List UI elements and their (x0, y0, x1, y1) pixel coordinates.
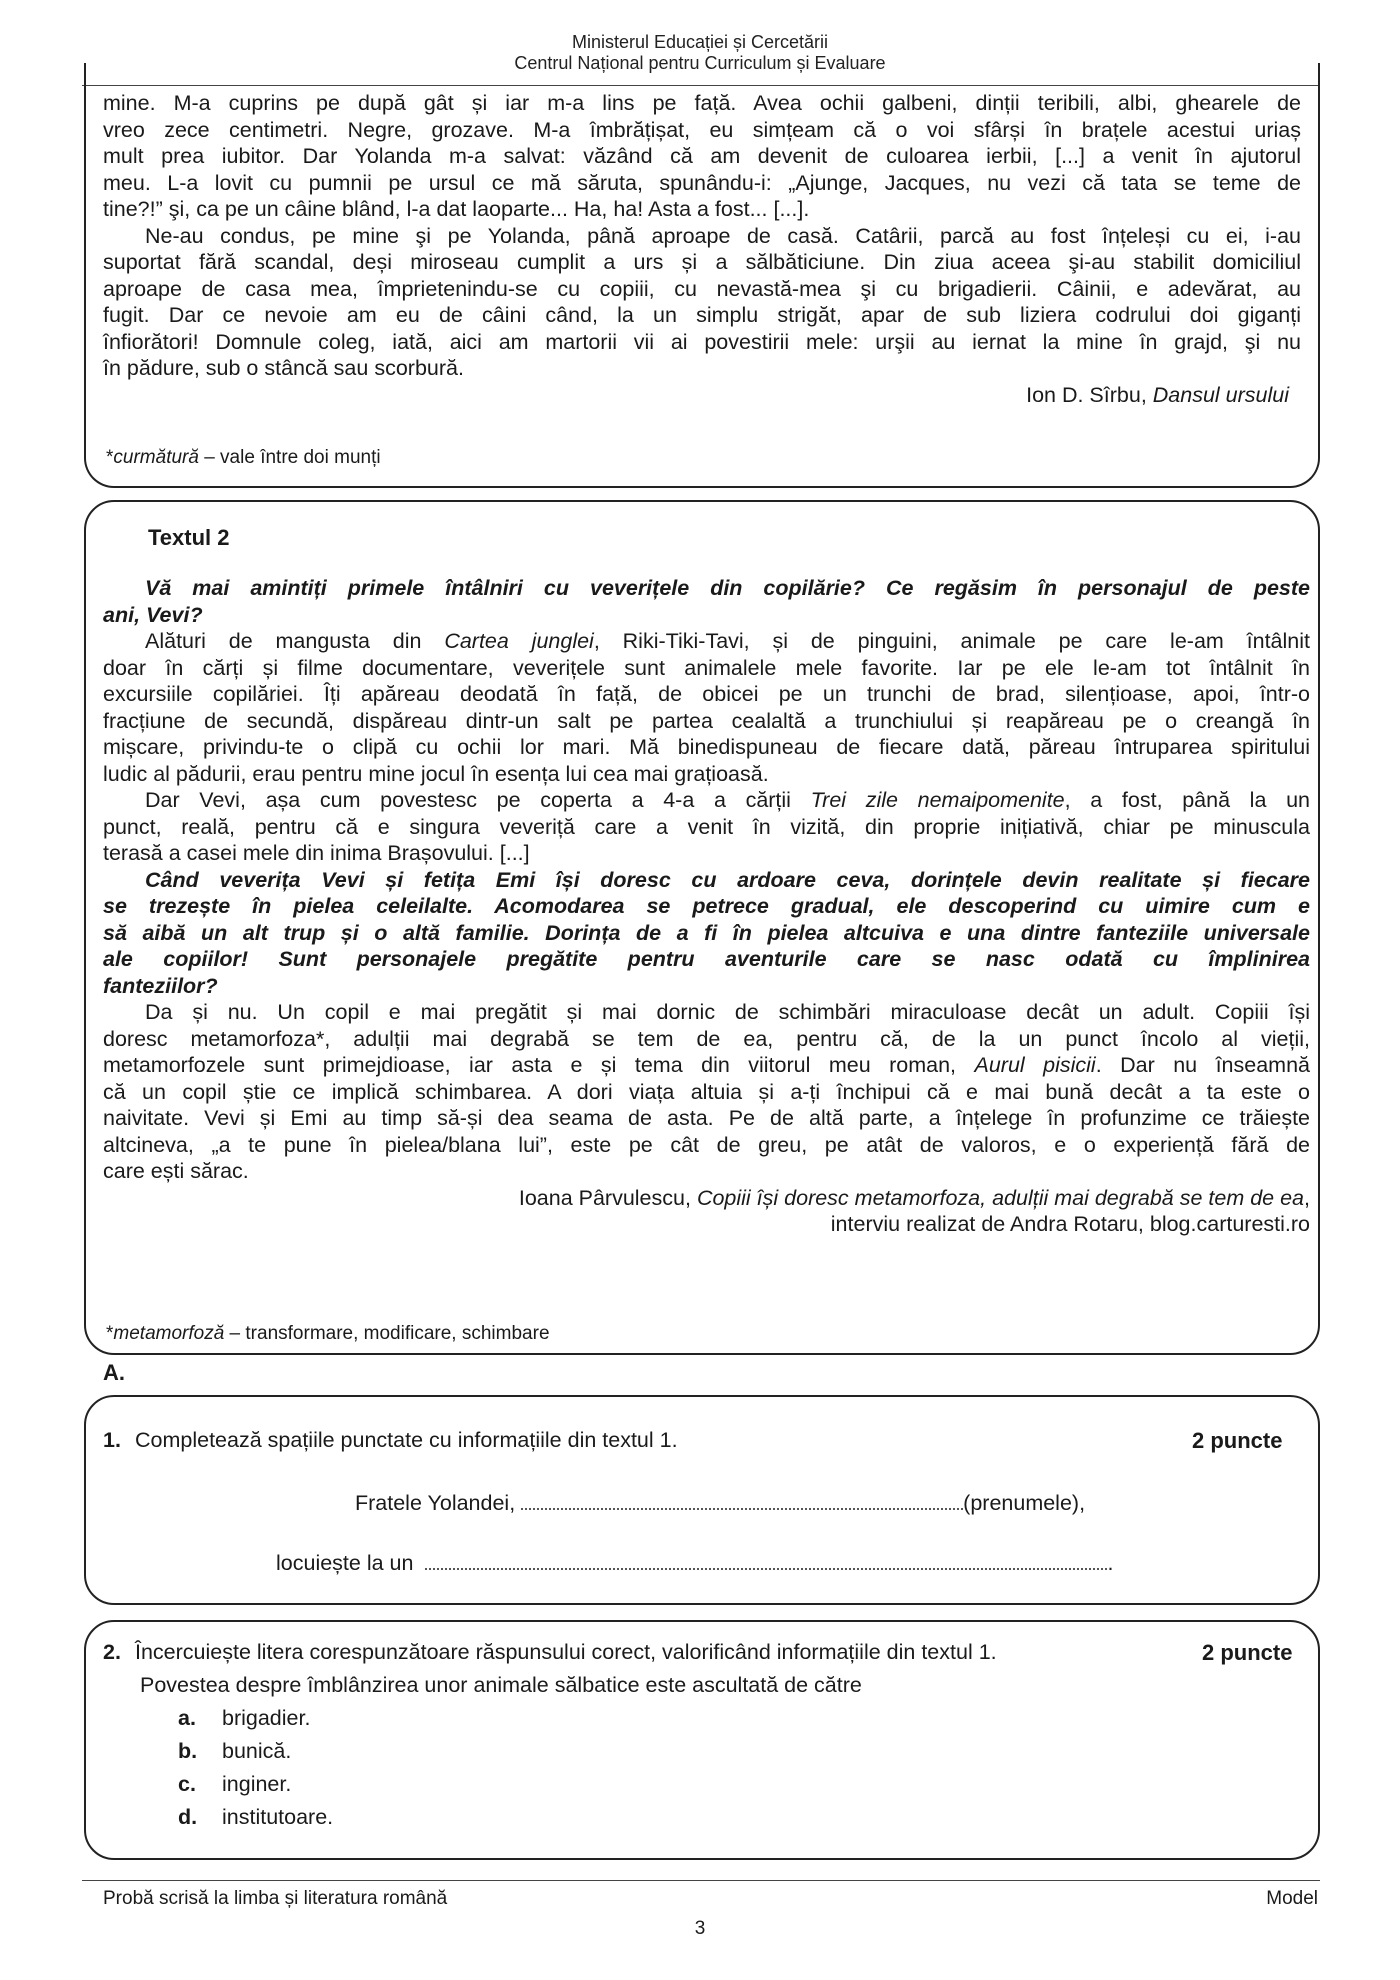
text1-line: mult prea iubitor. Dar Yolanda m-a salvat: văzând că am devenit de culoarea ierbii, [...] a venit în ajutorul (103, 144, 1301, 168)
answer-option-a[interactable] (178, 1706, 310, 1731)
attribution-comma: , (1304, 1185, 1310, 1210)
question2-number: 2. (103, 1640, 121, 1664)
text1-line: meu. L-a lovit cu pumnii pe ursul ce mă săruta, spunându-i: „Ajunge, Jacques, nu vezi că tata se teme de (103, 170, 1301, 195)
option-text: bunică. (222, 1739, 292, 1763)
text1-line: în pădure, sub o stâncă sau scorbură. (103, 356, 464, 380)
center-name: Centrul Național pentru Curriculum și Evaluare (514, 53, 886, 73)
text2-line: mișcare, privindu-te o clipă cu ochii lor mari. Mă binedispuneau de fiecare dată, păreau întruparea spiritului (103, 735, 1310, 759)
text2-line: care ești sărac. (103, 1159, 249, 1183)
text2-interview-credit: interviu realizat de Andra Rotaru, blog.carturesti.ro (830, 1212, 1310, 1236)
answer-option-c[interactable] (178, 1772, 291, 1797)
text2-line: Alături de mangusta din Cartea junglei, Riki-Tiki-Tavi, și de pinguini, animale pe care le-am întâlnit (145, 629, 1310, 653)
interview-question: ani, Vevi? (103, 602, 203, 627)
interview-question: Vă mai amintiți primele întâlniri cu veverițele din copilărie? Ce regăsim în personajul de peste (145, 576, 1310, 600)
question2-text: Încercuiește litera corespunzătoare răspunsului corect, valorificând informațiile din textul 1. (135, 1640, 997, 1664)
text2-line: altcineva, „a te pune în pielea/blana lui”, este pe cât de greu, pe atât de valoros, e o experiență fără de (103, 1132, 1310, 1157)
text1-line: vreo zece centimetri. Negre, grozave. M-a îmbrățișat, eu simțeam că o voi sfârși în brațele acestui uriaș (103, 117, 1301, 142)
question1-points: 2 puncte (1192, 1428, 1283, 1453)
option-letter[interactable]: b. (178, 1739, 198, 1763)
option-text: brigadier. (222, 1706, 311, 1730)
fill-prompt: locuiește la un (276, 1551, 414, 1575)
question2-stem: Povestea despre îmblânzirea unor animale sălbatice este ascultată de către (140, 1673, 862, 1697)
fill-prompt: Fratele Yolandei, (355, 1491, 516, 1515)
section-a-label: A. (103, 1360, 125, 1385)
option-text: inginer. (222, 1772, 292, 1796)
fill-hint: (prenumele), (963, 1491, 1086, 1515)
book-title: Aurul pisicii (974, 1053, 1096, 1077)
text2-line: punct, reală, pentru că e singura veveriță care a venit în vizită, din proprie inițiativă, chiar pe minuscula (103, 814, 1310, 839)
interview-question: Când veverița Vevi și fetița Emi își doresc cu ardoare ceva, dorințele devin realitate și fiecare (145, 867, 1310, 892)
text2-line: că un copil știe ce implică schimbarea. A dori viața altuia și a-ți închipui că e mai bună decât a ta este o (103, 1079, 1310, 1104)
question1-line2 (276, 1550, 1113, 1576)
answer-option-d[interactable] (178, 1805, 333, 1830)
footer-exam-title: Probă scrisă la limba și literatura română (103, 1888, 448, 1909)
text2-line: ludic al pădurii, erau pentru mine jocul în esența lui cea mai grațioasă. (103, 761, 769, 786)
footer-model-label: Model (1266, 1888, 1318, 1909)
text2-line: Dar Vevi, așa cum povestesc pe coperta a 4-a a cărții Trei zile nemaipomenite, a fost, până la un (145, 788, 1310, 812)
text1-line: fugit. Dar ce nevoie am eu de câini când, la un simplu strigăt, apar de sub liziera codrului doi giganți (103, 303, 1301, 327)
text2-line: Da și nu. Un copil e mai pregătit și mai dornic de schimbări miraculoase decât un adult. Copiii își (145, 1000, 1310, 1024)
text2-line: doar în cărți și filme documentare, veverițele sunt animalele mele favorite. Iar pe ele le-am tot întâlnit în (103, 655, 1310, 680)
text1-line: înfiorători! Domnule coleg, iată, aici am martorii vii ai povestirii mele: urşii au iernat la mine în grajd, şi nu (103, 329, 1301, 354)
text2-line: fracțiune de secundă, dispăreau dintr-un salt pe partea cealaltă a trunchiului și reapăreau pe o creangă în (103, 708, 1310, 733)
interview-question: fanteziilor? (103, 973, 218, 998)
text1-work: Dansul ursului (1152, 382, 1289, 407)
text2-line: metamorfozele sunt primejdioase, iar asta e și tema din viitorul meu roman, Aurul pisicii. Dar nu înseamnă (103, 1053, 1311, 1077)
text1-line: suportat fără scandal, deși miroseau cumplit a urs și a sălbăticiune. Din ziua aceea şi-au stabilit domiciliul (103, 250, 1301, 274)
text2-title: Textul 2 (148, 525, 230, 550)
interview-question: se trezește în pielea celeilalte. Acomodarea se petrece gradual, ele descoperind cu uimire cum e (103, 894, 1310, 918)
text2-line: doresc metamorfoza*, adulții mai degrabă se tem de ea, pentru că, de la un punct încolo al vieții, (103, 1026, 1310, 1051)
footnote-definition: – transformare, modificare, schimbare (224, 1323, 550, 1344)
text2-body (103, 575, 1310, 1238)
answer-blank-location[interactable] (425, 1550, 1107, 1570)
fill-end: . (1107, 1551, 1114, 1575)
option-letter[interactable]: d. (178, 1805, 198, 1829)
option-text: institutoare. (222, 1805, 334, 1829)
text2-attribution (103, 1185, 1310, 1212)
option-letter[interactable]: c. (178, 1772, 196, 1796)
text2-work: Copiii își doresc metamorfoza, adulții mai degrabă se tem de ea (696, 1185, 1305, 1210)
text1-author: Ion D. Sîrbu, (1026, 382, 1153, 407)
question1-line1 (355, 1490, 1085, 1516)
book-title: Cartea junglei (444, 629, 594, 653)
text1-line: Ne-au condus, pe mine şi pe Yolanda, până aproape de casă. Catârii, parcă au fost înțeleși cu ei, i-au (145, 223, 1301, 248)
interview-question: ale copiilor! Sunt personajele pregătite pentru aventurile care se nasc odată cu împlinirea (103, 947, 1310, 971)
text1-line: mine. M-a cuprins pe după gât și iar m-a lins pe față. Avea ochii galbeni, dinții teribili, albi, ghearele de (103, 91, 1301, 115)
text1-attribution (103, 382, 1301, 409)
text1-footnote: *curmătură – vale între doi munți (106, 447, 381, 468)
text2-footnote: *metamorfoză – transformare, modificare, schimbare (106, 1323, 550, 1344)
text2-line: excursiile copilăriei. Îți apăreau deodată în față, de obicei pe un trunchi de brad, silențioase, apoi, într-o (103, 682, 1310, 706)
question1-text: Completează spațiile punctate cu informațiile din textul 1. (135, 1428, 678, 1452)
text1-body (103, 90, 1301, 408)
text2-author: Ioana Pârvulescu, (518, 1185, 697, 1210)
text2-line: terasă a casei mele din inima Brașovului. [...] (103, 841, 530, 865)
answer-blank-firstname[interactable] (521, 1490, 963, 1510)
text2-line: naivitate. Vevi și Emi au timp să-și dea seama de asta. Pe de altă parte, a înțelege în profunzime ce trăiește (103, 1106, 1310, 1130)
text1-line: tine?!” şi, ca pe un câine blând, l-a dat laoparte... Ha, ha! Asta a fost... [...]. (103, 197, 810, 221)
footer-divider (82, 1880, 1320, 1881)
question1-number: 1. (103, 1428, 121, 1452)
option-letter[interactable]: a. (178, 1706, 196, 1730)
text1-line: aproape de casa mea, împrietenindu-se cu copiii, cu nevastă-mea şi cu brigadierii. Câinii, e adevărat, au (103, 276, 1301, 301)
footnote-term: metamorfoză (113, 1323, 225, 1344)
footnote-term: curmătură (113, 447, 199, 468)
footnote-definition: – vale între doi munți (198, 447, 381, 468)
answer-option-b[interactable] (178, 1739, 291, 1764)
question2-points: 2 puncte (1202, 1640, 1293, 1665)
page-number: 3 (694, 1918, 706, 1939)
ministry-name: Ministerul Educației și Cercetării (571, 32, 829, 52)
interview-question: să aibă un alt trup și o altă familie. Dorința de a fi în pielea altcuiva e una dintre fanteziile universale (103, 920, 1310, 945)
book-title: Trei zile nemaipomenite (810, 788, 1065, 812)
